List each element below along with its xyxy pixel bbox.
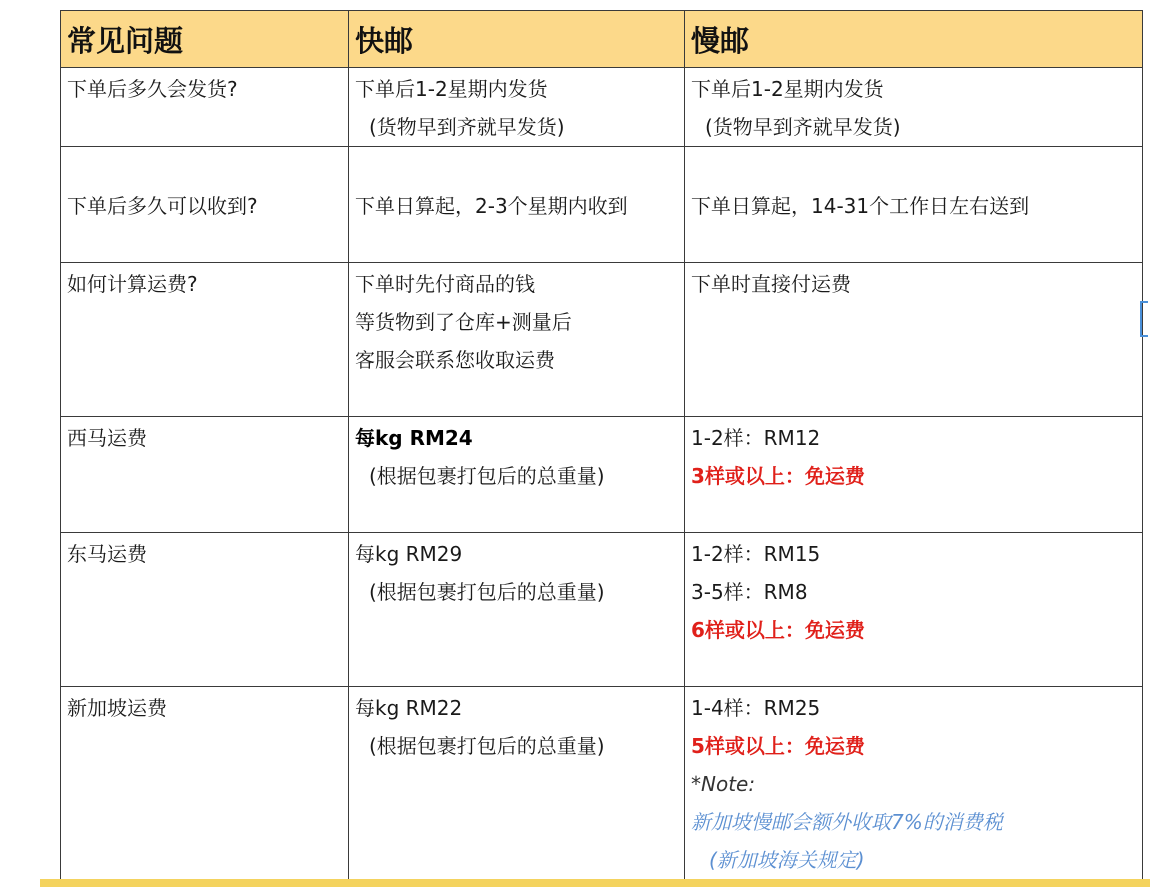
question-text: 如何计算运费? — [67, 272, 198, 296]
header-question: 常见问题 — [61, 11, 349, 68]
slow-line: (货物早到齐就早发货) — [705, 115, 901, 139]
slow-line: 下单时直接付运费 — [691, 272, 851, 296]
note-text: 新加坡慢邮会额外收取7%的消费税 — [691, 810, 1003, 834]
table-header-row — [61, 11, 1143, 68]
slow-cell — [685, 687, 1143, 880]
slow-line: 1-2样：RM15 — [691, 542, 821, 566]
express-cell — [349, 533, 685, 687]
slow-line: 1-4样：RM25 — [691, 696, 821, 720]
express-line: (根据包裹打包后的总重量) — [369, 580, 605, 604]
slow-cell — [685, 263, 1143, 417]
table-row — [61, 687, 1143, 880]
express-rate: 每kg RM24 — [355, 426, 473, 450]
express-rate: 每kg RM29 — [355, 542, 463, 566]
free-shipping-highlight: 3样或以上：免运费 — [691, 464, 865, 488]
table-row — [61, 417, 1143, 533]
question-cell — [61, 68, 349, 147]
question-text: 新加坡运费 — [67, 696, 167, 720]
question-cell — [61, 417, 349, 533]
question-text: 下单后多久可以收到? — [67, 193, 258, 218]
express-line: 等货物到了仓库+测量后 — [355, 310, 572, 334]
table-row — [61, 147, 1143, 263]
express-line: 下单日算起，2-3个星期内收到 — [355, 193, 628, 218]
slow-cell — [685, 68, 1143, 147]
slow-cell — [685, 533, 1143, 687]
free-shipping-highlight: 5样或以上：免运费 — [691, 734, 865, 758]
note-label: *Note: — [691, 772, 756, 796]
table-row — [61, 263, 1143, 417]
express-line: 下单后1-2星期内发货 — [355, 77, 548, 101]
slow-line: 1-2样：RM12 — [691, 426, 821, 450]
bottom-accent-bar — [40, 879, 1150, 887]
note-subtext: (新加坡海关规定) — [709, 848, 865, 872]
question-text: 东马运费 — [67, 542, 147, 566]
question-cell — [61, 687, 349, 880]
express-line: (货物早到齐就早发货) — [369, 115, 565, 139]
question-cell — [61, 533, 349, 687]
slow-cell — [685, 147, 1143, 263]
question-text: 西马运费 — [67, 426, 147, 450]
question-cell — [61, 147, 349, 263]
free-shipping-highlight: 6样或以上：免运费 — [691, 618, 865, 642]
express-cell — [349, 263, 685, 417]
express-line: 客服会联系您收取运费 — [355, 348, 555, 372]
slow-line: 下单后1-2星期内发货 — [691, 77, 884, 101]
express-cell — [349, 68, 685, 147]
express-cell — [349, 687, 685, 880]
slow-cell — [685, 417, 1143, 533]
express-line: (根据包裹打包后的总重量) — [369, 464, 605, 488]
question-cell — [61, 263, 349, 417]
header-express: 快邮 — [349, 11, 685, 68]
express-line: 下单时先付商品的钱 — [355, 272, 535, 296]
header-slow: 慢邮 — [685, 11, 1143, 68]
express-cell — [349, 147, 685, 263]
table-row — [61, 68, 1143, 147]
slow-line: 下单日算起，14-31个工作日左右送到 — [691, 193, 1030, 218]
express-line: (根据包裹打包后的总重量) — [369, 734, 605, 758]
slow-line: 3-5样：RM8 — [691, 580, 808, 604]
express-cell — [349, 417, 685, 533]
question-text: 下单后多久会发货? — [67, 77, 238, 101]
shipping-faq-table — [60, 10, 1143, 880]
express-rate: 每kg RM22 — [355, 696, 463, 720]
edge-selection-marker — [1140, 301, 1148, 337]
table-row — [61, 533, 1143, 687]
